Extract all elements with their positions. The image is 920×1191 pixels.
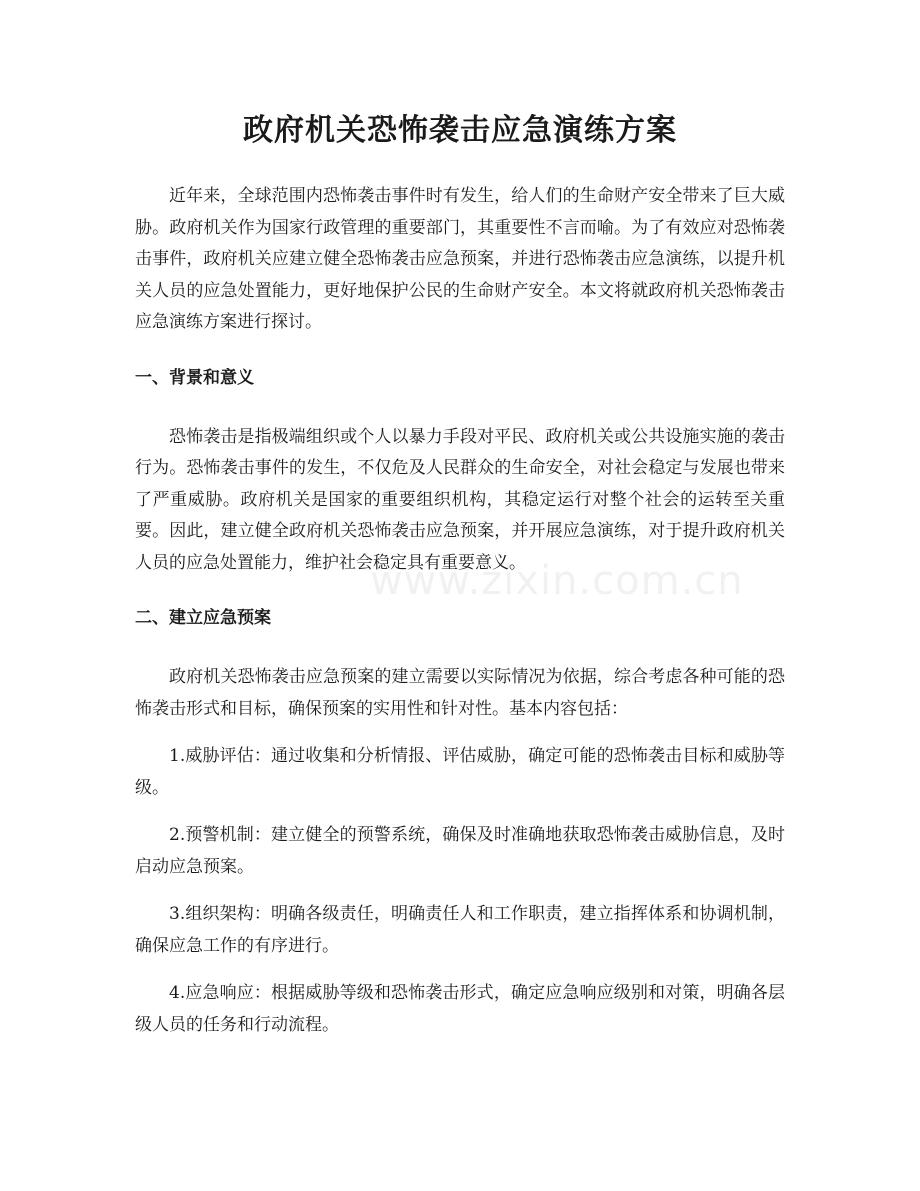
section-heading-background: 一、背景和意义 [135,367,254,388]
intro-paragraph: 近年来，全球范围内恐怖袭击事件时有发生，给人们的生命财产安全带来了巨大威胁。政府机关作为国家行政管理的重要部门，其重要性不言而喻。为了有效应对恐怖袭击事件，政府机关应建立健全恐怖袭击应急预案，并进行恐怖袭击应急演练，以提升机关人员的应急处置能力，更好地保护公民的生命财产安全。本文将就政府机关恐怖袭击应急演练方案进行探讨。 [135,186,785,332]
list-item-organization: 3.组织架构：明确各级责任，明确责任人和工作职责，建立指挥体系和协调机制，确保应急工作的有序进行。 [135,904,785,956]
section-heading-emergency-plan: 二、建立应急预案 [135,608,271,628]
watermark: www.zixin.com.cn [370,558,744,604]
list-item-emergency-response: 4.应急响应：根据威胁等级和恐怖袭击形式，确定应急响应级别和对策，明确各层级人员的任务和行动流程。 [135,983,785,1035]
document-title: 政府机关恐怖袭击应急演练方案 [243,113,677,148]
background-paragraph: 恐怖袭击是指极端组织或个人以暴力手段对平民、政府机关或公共设施实施的袭击行为。恐怖袭击事件的发生，不仅危及人民群众的生命安全，对社会稳定与发展也带来了严重威胁。政府机关是国家的重要组织机构，其稳定运行对整个社会的运转至关重要。因此，建立健全政府机关恐怖袭击应急预案，并开展应急演练，对于提升政府机关人员的应急处置能力，维护社会稳定具有重要意义。 [135,426,785,573]
list-item-early-warning: 2.预警机制：建立健全的预警系统，确保及时准确地获取恐怖袭击威胁信息，及时启动应急预案。 [135,825,785,877]
document-body [135,181,785,1041]
list-item-threat-assessment: 1.威胁评估：通过收集和分析情报、评估威胁，确定可能的恐怖袭击目标和威胁等级。 [135,746,785,798]
emergency-plan-paragraph: 政府机关恐怖袭击应急预案的建立需要以实际情况为依据，综合考虑各种可能的恐怖袭击形式和目标，确保预案的实用性和针对性。基本内容包括： [135,667,785,719]
